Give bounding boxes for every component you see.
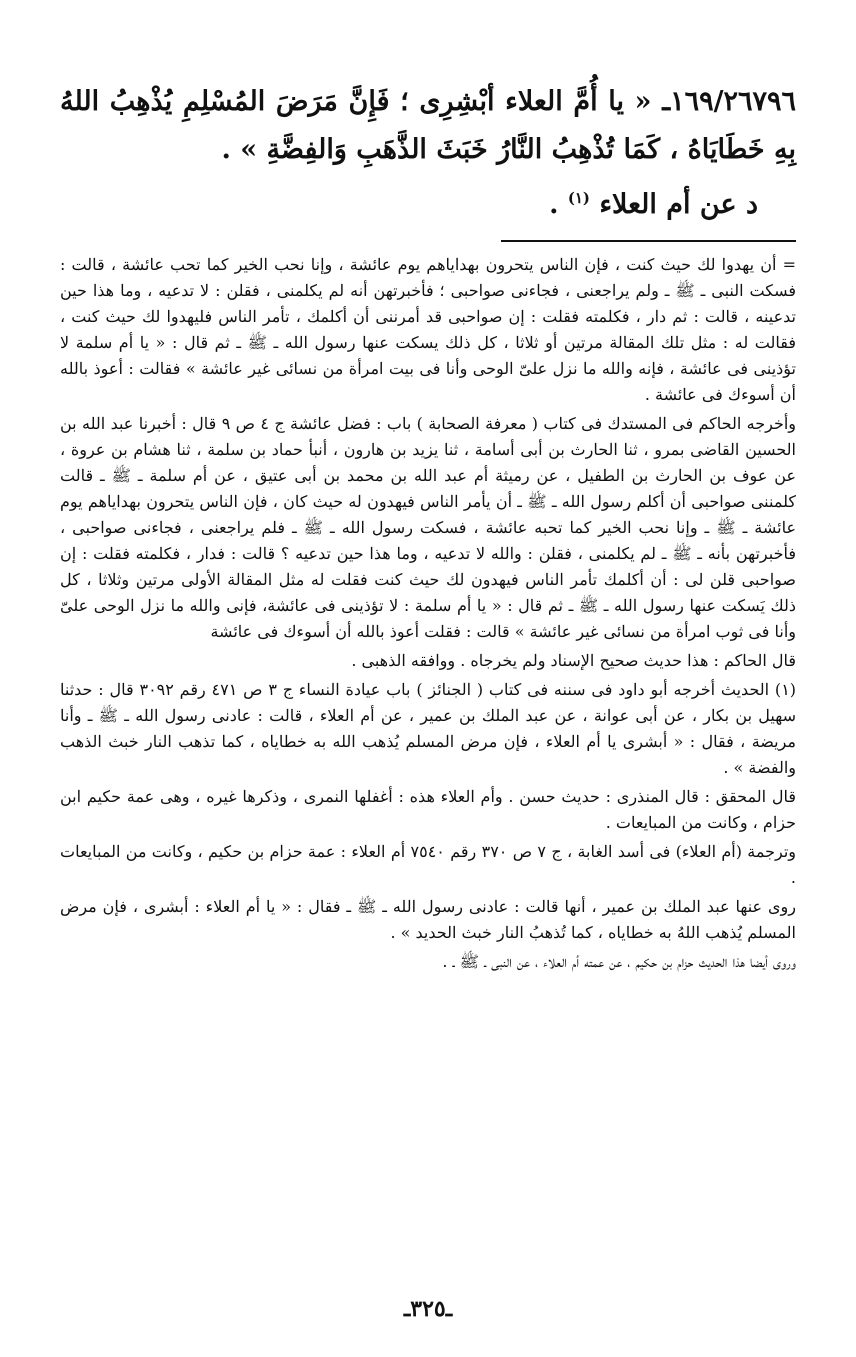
footnote-abd-al-malik-narration: روى عنها عبد الملك بن عمير ، أنها قالت : عادنى رسول الله ـ ﷺ ـ فقال : « يا أم العلاء : أبشرى ، فإن مرض المسلم يُذهب اللهُ به خطاياه ، كما تُذهبُ النار خبث الحديد » . bbox=[60, 897, 797, 942]
footnote-hakim-grading: قال الحاكم : هذا حديث صحيح الإسناد ولم يخرجاه . ووافقه الذهبى . bbox=[351, 651, 796, 670]
page-number: ـ٣٢٥ـ bbox=[403, 1296, 453, 1322]
footnote-continuation: = أن يهدوا لك حيث كنت ، فإن الناس يتحرون بهداياهم يوم عائشة ، وإنا نحب الخير كما تحب عائشة ، قالت : فسكت النبى ـ ﷺ ـ ولم يراجعنى ، فجاءنى صواحبى ؛ فأخبرتهن أنه لم يكلمنى ، فقلن : لا تدعيه ، وما هذا حين تدعينه ، قالت : ثم دار ، فكلمته فقلت : إن صواحبى قد أمرننى أن أكلمك ، تأمر الناس فليهدوا لك حيث كنت ، فقالت له : مثل تلك المقالة مرتين أو ثلاثا ، كل ذلك يسكت عنها رسول الله ـ ﷺ ـ ثم قال : « يا أم سلمة لا تؤذينى فى عائشة ، فإنه والله ما نزل علىّ الوحى وأنا فى بيت امرأة من نسائى غير عائشة » فقالت : أعوذ بالله أن أسوءك فى عائشة . bbox=[60, 255, 797, 404]
footnote-hizam-narration: وروى أيضا هذا الحديث حزام بن حكيم ، عن عمته أم العلاء ، عن النبى ـ ﷺ ـ . bbox=[442, 952, 796, 971]
hadith-source-label: د عن أم العلاء bbox=[599, 189, 758, 220]
footnote-hakim-narration: وأخرجه الحاكم فى المستدك فى كتاب ( معرفة الصحابة ) باب : فضل عائشة ج ٤ ص ٩ قال : أخبرنا عبد الله بن الحسين القاضى بمرو ، ثنا الحارث بن أبى أسامة ، ثنا يزيد بن هارون ، أنبأ حماد بن سلمة ، ثنا هشام بن عروة ، عن عوف بن الحارث بن الطفيل ، عن رميثة أم عبد الله بن محمد بن أبى عتيق ، عن أم سلمة ـ ﷺ ـ قالت كلمننى صواحبى أن أكلم رسول الله ـ ﷺ ـ أن يأمر الناس فيهدون له حيث كان ، فإن الناس يتحرون بهداياهم يوم عائشة ـ ﷺ ـ وإنا نحب الخير كما تحبه عائشة ، فسكت رسول الله ـ ﷺ ـ فلم يراجعنى ، فجاءنى صواحبى ، فأخبرتهن بأنه ـ ﷺ ـ لم يكلمنى ، فقلن : والله لا تدعيه ، وما هذا حين تدعيه ؟ قالت : فدار ، فكلمته فقلت : إن صواحبى قلن لى : أن أكلمك تأمر الناس فيهدون لك حيث كنت فقلت له مثل المقالة الأولى مرتين وثلاثا ، كل ذلك يَسكت عنها رسول الله ـ ﷺ ـ ثم قال : « يا أم سلمة : لا تؤذينى فى عائشة، فإنى والله ما نزل الوحى علىّ وأنا فى ثوب امرأة من نسائى غير عائشة » قالت : فقلت أعوذ بالله أن أسوءك فى عائشة bbox=[60, 414, 797, 641]
footnote-reference: (١) bbox=[567, 189, 590, 207]
footnote-usd-al-ghaba: وترجمة (أم العلاء) فى أسد الغابة ، ج ٧ ص ٣٧٠ رقم ٧٥٤٠ أم العلاء : عمة حزام بن حكيم ، وكانت من المبايعات . bbox=[60, 842, 797, 887]
footnote-muhaqqiq-note: قال المحقق : قال المنذرى : حديث حسن . وأم العلاء هذه : أغفلها النمرى ، وذكرها غيره ، وهى عمة حكيم ابن حزام ، وكانت من المبايعات . bbox=[60, 787, 796, 832]
hadith-block bbox=[60, 78, 796, 229]
footnote-1-abu-dawud: (١) الحديث أخرجه أبو داود فى سننه فى كتاب ( الجنائز ) باب عيادة النساء ج ٣ ص ٤٧١ رقم ٣٠٩٢ قال : حدثنا سهيل بن بكار ، عن أبى عوانة ، عن عبد الملك بن عمير ، عن أم العلاء ، قالت : عادنى رسول الله ـ ﷺ ـ وأنا مريضة ، فقال : « أبشرى يا أم العلاء ، فإن مرض المسلم يُذهب الله به خطاياه ، كما تذهب النار خبث الذهب والفضة » . bbox=[60, 680, 797, 777]
footnotes-block bbox=[60, 252, 796, 978]
hadith-source: د عن أم العلاء $^{(١)}$ . bbox=[549, 189, 758, 220]
hadith-text: ١٦٩/٢٦٧٩٦ـ « يا أُمَّ العلاء أبْشِرِى ؛ فَإِنَّ مَرَضَ المُسْلِمِ يُذْهِبُ اللهُ بِهِ خَطَايَاهُ ، كَمَا تُذْهِبُ النَّارُ خَبَثَ الذَّهَبِ وَالفِضَّةِ » . bbox=[60, 86, 796, 165]
footnote-separator bbox=[501, 240, 796, 242]
